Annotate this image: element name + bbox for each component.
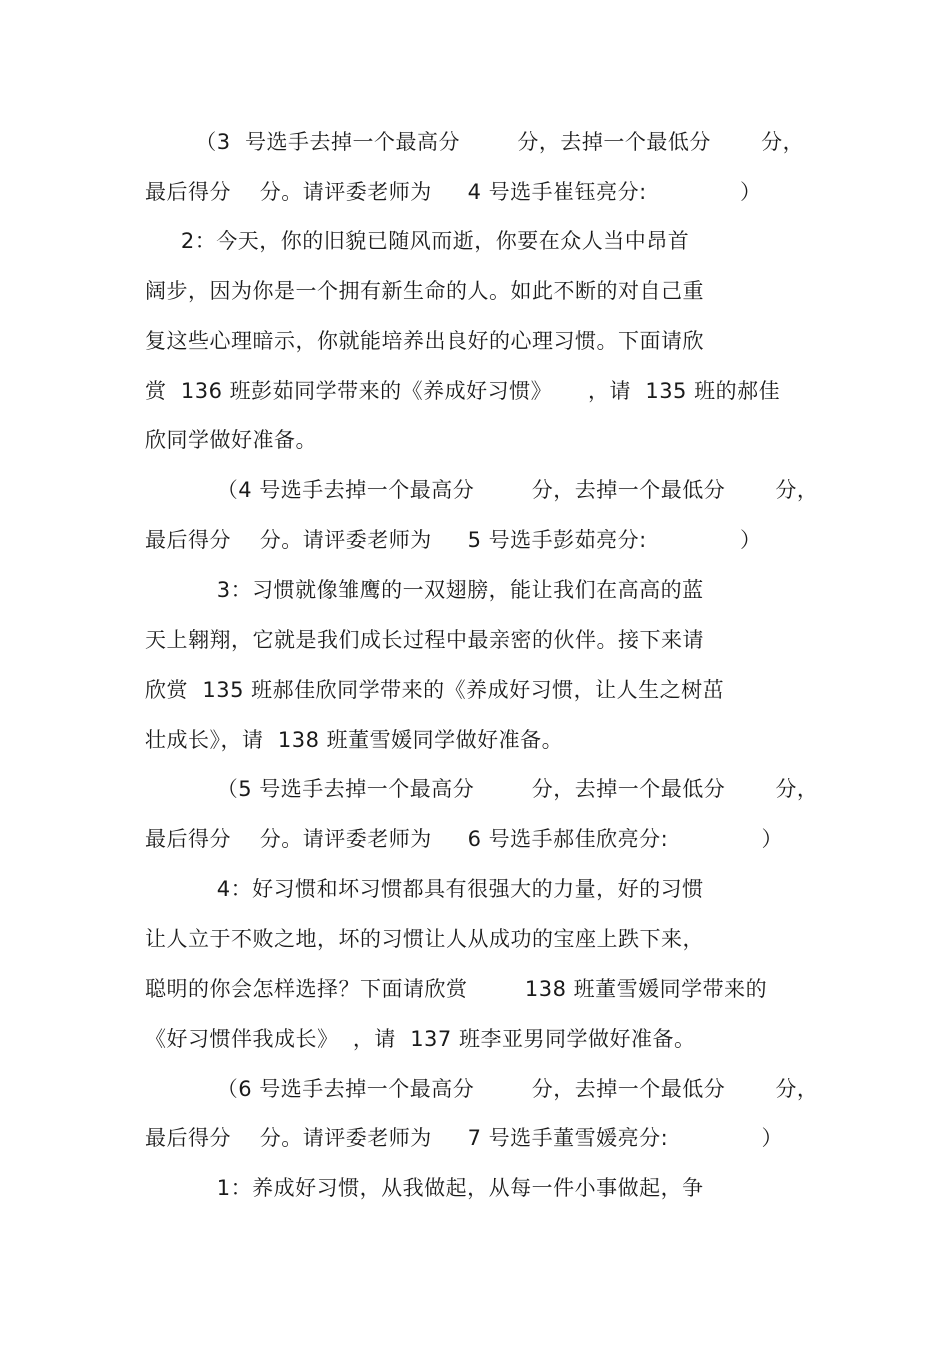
- text-line: 欣同学做好准备。: [145, 428, 317, 452]
- text-line: 最后得分 分。请评委老师为 7 号选手董雪媛亮分: ）: [145, 1126, 783, 1150]
- text-line: 复这些心理暗示，你就能培养出良好的心理习惯。下面请欣: [145, 329, 704, 353]
- text-line: 阔步，因为你是一个拥有新生命的人。如此不断的对自己重: [145, 279, 704, 303]
- text-line: 让人立于不败之地，坏的习惯让人从成功的宝座上跌下来，: [145, 927, 704, 951]
- text-line: 2：今天，你的旧貌已随风而逝，你要在众人当中昂首: [145, 229, 690, 253]
- text-line: 最后得分 分。请评委老师为 6 号选手郝佳欣亮分: ）: [145, 827, 783, 851]
- text-line: 最后得分 分。请评委老师为 5 号选手彭茹亮分: ）: [145, 528, 762, 552]
- text-line: 天上翱翔，它就是我们成长过程中最亲密的伙伴。接下来请: [145, 628, 704, 652]
- text-line: 3：习惯就像雏鹰的一双翅膀，能让我们在高高的蓝: [145, 578, 704, 602]
- text-line: 4：好习惯和坏习惯都具有很强大的力量，好的习惯: [145, 877, 704, 901]
- text-line: （5 号选手去掉一个最高分 分，去掉一个最低分 分，: [145, 777, 819, 801]
- text-line: 赏 136 班彭茹同学带来的《养成好习惯》 ，请 135 班的郝佳: [145, 379, 781, 403]
- text-line: 欣赏 135 班郝佳欣同学带来的《养成好习惯，让人生之树茁: [145, 678, 725, 702]
- text-line: 聪明的你会怎样选择？下面请欣赏 138 班董雪媛同学带来的: [145, 977, 768, 1001]
- text-line: （4 号选手去掉一个最高分 分，去掉一个最低分 分，: [145, 478, 819, 502]
- text-line: 最后得分 分。请评委老师为 4 号选手崔钰亮分: ）: [145, 180, 762, 204]
- text-line: （6 号选手去掉一个最高分 分，去掉一个最低分 分，: [145, 1077, 819, 1101]
- text-line: 壮成长》，请 138 班董雪媛同学做好准备。: [145, 728, 564, 752]
- text-line: （3 号选手去掉一个最高分 分，去掉一个最低分 分，: [145, 130, 805, 154]
- text-line: 《好习惯伴我成长》 ，请 137 班李亚男同学做好准备。: [145, 1027, 696, 1051]
- text-line: 1：养成好习惯，从我做起，从每一件小事做起，争: [145, 1176, 704, 1200]
